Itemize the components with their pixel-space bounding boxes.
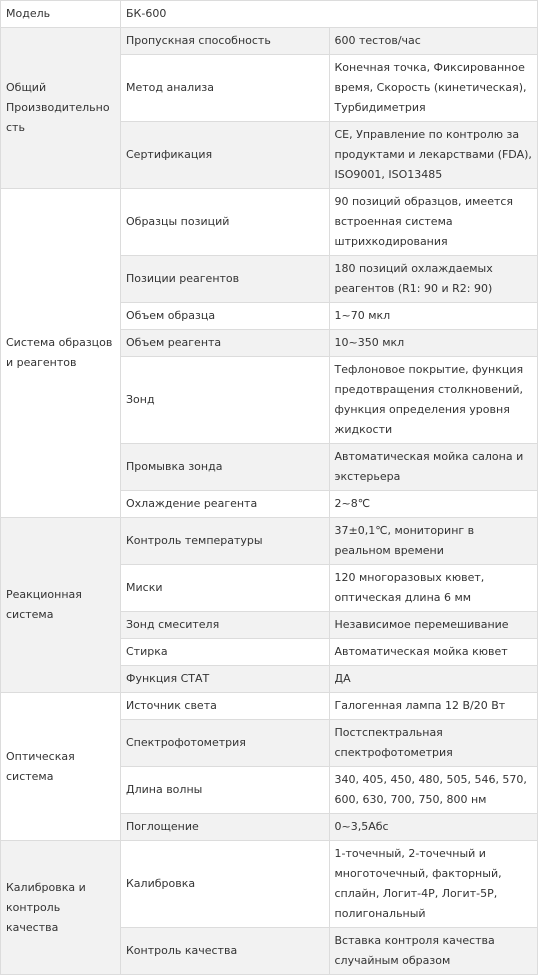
section-category: Общий Производительность bbox=[1, 28, 121, 189]
param-name: Сертификация bbox=[121, 122, 330, 189]
param-name: Спектрофотометрия bbox=[121, 720, 330, 767]
section-category: Система образцов и реагентов bbox=[1, 189, 121, 518]
param-value: 340, 405, 450, 480, 505, 546, 570, 600, 630, 700, 750, 800 нм bbox=[329, 767, 538, 814]
model-value: БК-600 bbox=[121, 1, 538, 28]
section-category: Оптическая система bbox=[1, 693, 121, 841]
param-value: Конечная точка, Фиксированное время, Скорость (кинетическая), Турбидиметрия bbox=[329, 55, 538, 122]
param-value: CE, Управление по контролю за продуктами и лекарствами (FDA), ISO9001, ISO13485 bbox=[329, 122, 538, 189]
table-row bbox=[1, 28, 538, 55]
param-value: Независимое перемешивание bbox=[329, 612, 538, 639]
param-value: 37±0,1℃, мониторинг в реальном времени bbox=[329, 518, 538, 565]
param-value: 10~350 мкл bbox=[329, 330, 538, 357]
param-name: Контроль температуры bbox=[121, 518, 330, 565]
param-value: 600 тестов/час bbox=[329, 28, 538, 55]
param-name: Позиции реагентов bbox=[121, 256, 330, 303]
param-name: Поглощение bbox=[121, 814, 330, 841]
param-name: Зонд bbox=[121, 357, 330, 444]
param-name: Длина волны bbox=[121, 767, 330, 814]
param-value: 2~8℃ bbox=[329, 491, 538, 518]
table-row bbox=[1, 841, 538, 928]
param-name: Метод анализа bbox=[121, 55, 330, 122]
param-value: 1~70 мкл bbox=[329, 303, 538, 330]
param-value: ДА bbox=[329, 666, 538, 693]
param-value: 90 позиций образцов, имеется встроенная система штрихкодирования bbox=[329, 189, 538, 256]
param-value: 0~3,5Абс bbox=[329, 814, 538, 841]
param-value: 1-точечный, 2-точечный и многоточечный, факторный, сплайн, Логит-4Р, Логит-5Р, полигональный bbox=[329, 841, 538, 928]
param-name: Промывка зонда bbox=[121, 444, 330, 491]
table-row-model bbox=[1, 1, 538, 28]
param-name: Охлаждение реагента bbox=[121, 491, 330, 518]
section-category: Калибровка и контроль качества bbox=[1, 841, 121, 975]
spec-table-body bbox=[1, 1, 538, 975]
param-name: Образцы позиций bbox=[121, 189, 330, 256]
table-row bbox=[1, 518, 538, 565]
model-label: Модель bbox=[1, 1, 121, 28]
param-name: Контроль качества bbox=[121, 928, 330, 975]
section-category: Реакционная система bbox=[1, 518, 121, 693]
param-name: Объем реагента bbox=[121, 330, 330, 357]
param-value: 180 позиций охлаждаемых реагентов (R1: 90 и R2: 90) bbox=[329, 256, 538, 303]
param-value: Автоматическая мойка кювет bbox=[329, 639, 538, 666]
param-name: Функция СТАТ bbox=[121, 666, 330, 693]
param-value: 120 многоразовых кювет, оптическая длина 6 мм bbox=[329, 565, 538, 612]
param-name: Миски bbox=[121, 565, 330, 612]
table-row bbox=[1, 189, 538, 256]
table-row bbox=[1, 693, 538, 720]
param-name: Стирка bbox=[121, 639, 330, 666]
param-value: Тефлоновое покрытие, функция предотвращения столкновений, функция определения уровня жидкости bbox=[329, 357, 538, 444]
param-value: Галогенная лампа 12 В/20 Вт bbox=[329, 693, 538, 720]
param-name: Объем образца bbox=[121, 303, 330, 330]
param-value: Автоматическая мойка салона и экстерьера bbox=[329, 444, 538, 491]
param-name: Калибровка bbox=[121, 841, 330, 928]
param-value: Вставка контроля качества случайным образом bbox=[329, 928, 538, 975]
param-name: Пропускная способность bbox=[121, 28, 330, 55]
param-name: Зонд смесителя bbox=[121, 612, 330, 639]
param-value: Постспектральная спектрофотометрия bbox=[329, 720, 538, 767]
param-name: Источник света bbox=[121, 693, 330, 720]
